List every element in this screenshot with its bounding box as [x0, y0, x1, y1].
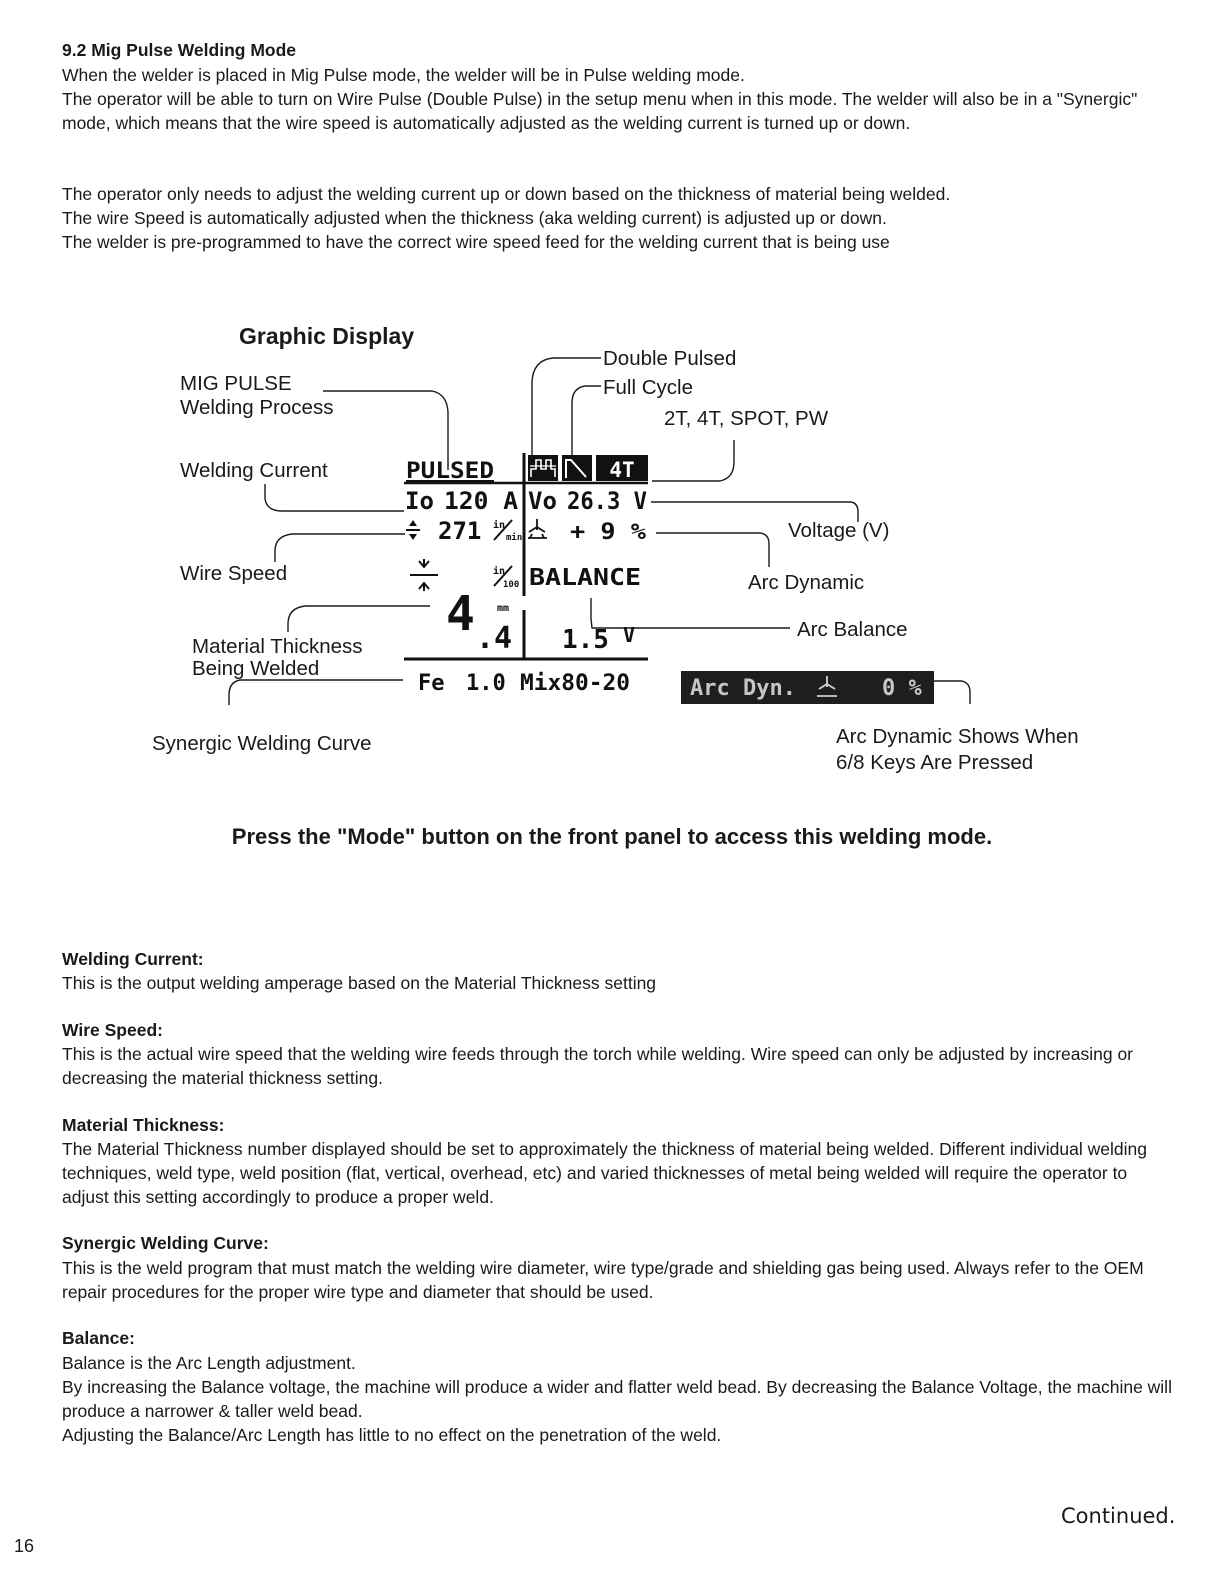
definition-term: Material Thickness:	[62, 1115, 225, 1135]
double-pulsed-callout: Double Pulsed	[603, 347, 737, 370]
double-pulse-icon	[528, 455, 558, 481]
lcd-wire-diameter: 1.0	[466, 671, 506, 696]
definition-line: The Material Thickness number displayed should be set to approximately the thickness of material being welded. Different individual welding techniques, weld type, weld position (flat, vertical, overhead, etc) and varied thicknesses of metal being welded will require the operator to adjust this setting accordingly to produce a proper weld.	[62, 1139, 1147, 1207]
lcd-gas: Mix80-20	[520, 671, 630, 696]
full-cycle-icon	[562, 455, 592, 481]
lcd-wire-speed-value: 271	[438, 517, 482, 545]
lcd-voltage-value: 26.3 V	[567, 487, 647, 515]
trigger-mode-value: 4T	[609, 458, 635, 482]
thickness-icon	[410, 559, 438, 591]
trigger-modes-callout: 2T, 4T, SPOT, PW	[664, 407, 829, 430]
current-callout: Welding Current	[180, 459, 328, 482]
intro-line: When the welder is placed in Mig Pulse mode, the welder will be in Pulse welding mode.	[62, 65, 745, 85]
definition-text	[62, 1137, 1172, 1209]
svg-text:in: in	[493, 520, 506, 531]
thickness-callout: Material Thickness	[192, 635, 363, 658]
synergic-curve-callout: Synergic Welding Curve	[152, 732, 372, 755]
definition-text	[62, 1042, 1172, 1090]
definition-text	[62, 971, 1172, 995]
lcd-current-value: 120 A	[444, 487, 519, 515]
process-callout: MIG PULSE	[180, 372, 292, 395]
definition-text	[62, 1351, 1172, 1447]
lcd-thickness-big: 4	[446, 586, 475, 642]
definition-line: This is the output welding amperage based on the Material Thickness setting	[62, 973, 657, 993]
definition-line: This is the actual wire speed that the welding wire feeds through the torch while welding. Wire speed can only be adjusted by increasing or decreasing the material thickness setting.	[62, 1044, 1134, 1088]
definition-line: Balance is the Arc Length adjustment.	[62, 1353, 356, 1373]
current-leader-line	[265, 484, 404, 511]
svg-text:100: 100	[503, 580, 520, 590]
thickness-leader-line	[288, 606, 430, 632]
svg-text:in: in	[493, 566, 506, 577]
page-number: 16	[14, 1536, 35, 1556]
percent-unit-icon	[493, 565, 519, 590]
lcd-arc-dynamic-value: + 9 %	[570, 520, 647, 545]
section-title: 9.2 Mig Pulse Welding Mode	[62, 40, 297, 60]
process-callout-sub: Welding Process	[180, 396, 334, 419]
intro-line: The welder is pre-programmed to have the correct wire speed feed for the welding current that is being use	[62, 232, 890, 252]
arc-dyn-note-callout: Arc Dynamic Shows When	[836, 725, 1079, 748]
definition-line: By increasing the Balance voltage, the machine will produce a wider and flatter weld bead. By decreasing the Balance Voltage, the machine will produce a narrower & taller weld bead.	[62, 1377, 1172, 1421]
wire-speed-leader-line	[275, 534, 405, 562]
arc-dyn-popup-leader-line	[934, 681, 970, 704]
lcd-current-label: Io	[405, 487, 434, 515]
arc-dynamic-icon	[528, 519, 547, 538]
arc-dynamic-leader-line	[656, 533, 769, 567]
definition-text	[62, 1256, 1172, 1304]
lcd-voltage-label: Vo	[528, 487, 557, 515]
lcd-balance-value: 1.5	[562, 625, 609, 655]
ipm-unit-icon	[493, 519, 522, 543]
thickness-callout-sub: Being Welded	[192, 657, 320, 680]
definition-term: Balance:	[62, 1328, 135, 1348]
full-cycle-callout: Full Cycle	[603, 376, 693, 399]
definition-line: Adjusting the Balance/Arc Length has little to no effect on the penetration of the weld.	[62, 1425, 722, 1445]
curve-leader-line	[229, 680, 403, 705]
arc-dyn-popup-value: 0 %	[882, 676, 922, 701]
lcd-material: Fe	[418, 671, 445, 696]
lcd-thickness-unit: mm	[497, 603, 510, 614]
definition-line: This is the weld program that must match the welding wire diameter, wire type/grade and shielding gas being used. Always refer to the OEM repair procedures for the proper wire type and diameter that should be used.	[62, 1258, 1144, 1302]
arc-dyn-note-callout-sub: 6/8 Keys Are Pressed	[836, 751, 1034, 774]
double-pulsed-leader-line	[532, 358, 601, 458]
arc-balance-leader-line	[591, 598, 790, 628]
svg-text:min: min	[506, 533, 523, 543]
wire-speed-callout: Wire Speed	[180, 562, 288, 585]
lcd-display	[404, 453, 648, 696]
arc-balance-callout: Arc Balance	[797, 618, 908, 641]
lcd-mode: PULSED	[406, 459, 494, 484]
continued-label: Continued.	[1061, 1504, 1176, 1528]
lcd-balance-label: BALANCE	[529, 565, 641, 591]
diagram-title: Graphic Display	[239, 323, 415, 349]
lcd-balance-unit: V	[623, 623, 636, 647]
arc-dyn-popup-label: Arc Dyn.	[690, 676, 796, 701]
lcd-thickness-small: .4	[476, 621, 513, 656]
wire-feed-icon	[406, 520, 420, 540]
mode-instruction: Press the "Mode" button on the front panel to access this welding mode.	[231, 824, 993, 849]
intro-line: The operator will be able to turn on Wire Pulse (Double Pulse) in the setup menu when in this mode. The welder will also be in a "Synergic" mode, which means that the wire speed is automatically adjusted as the welding current is turned up or down.	[62, 89, 1138, 133]
intro-line: The wire Speed is automatically adjusted when the thickness (aka welding current) is adjusted up or down.	[62, 208, 887, 228]
definition-term: Welding Current:	[62, 949, 204, 969]
trigger-leader-line	[652, 440, 734, 481]
intro-line: The operator only needs to adjust the welding current up or down based on the thickness of material being welded.	[62, 184, 951, 204]
definition-term: Wire Speed:	[62, 1020, 163, 1040]
voltage-callout: Voltage (V)	[788, 519, 890, 542]
arc-dyn-popup	[681, 671, 934, 704]
full-cycle-leader-line	[572, 386, 601, 458]
arc-dynamic-callout: Arc Dynamic	[748, 571, 865, 594]
definition-term: Synergic Welding Curve:	[62, 1233, 269, 1253]
